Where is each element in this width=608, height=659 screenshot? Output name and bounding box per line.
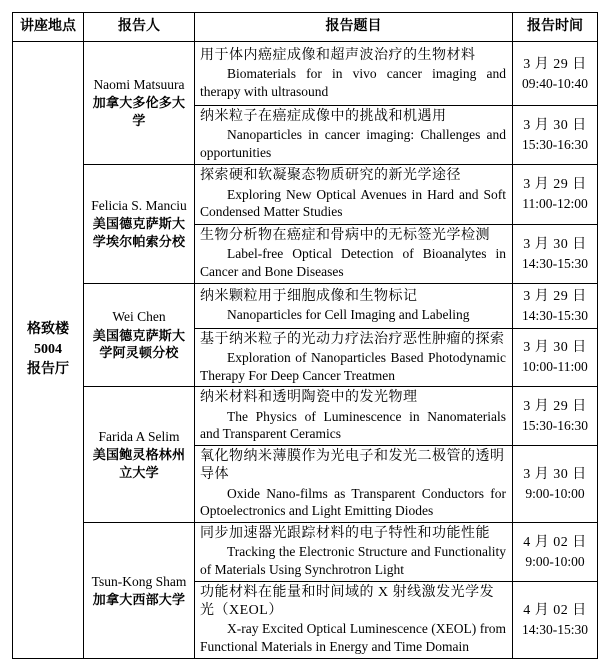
speaker-cell — [84, 42, 195, 165]
talk-title-zh: 纳米材料和透明陶瓷中的发光物理 — [200, 390, 418, 406]
talk-title-zh: 探索硬和软凝聚态物质研究的新光学途径 — [200, 168, 461, 184]
talk-date: 3 月 30 日 — [523, 117, 587, 133]
talk-title-en: Tracking the Electronic Structure and Functionality of Materials Using Synchrotron Light — [200, 544, 506, 578]
talk-time: 15:30-16:30 — [522, 418, 588, 434]
talk-time-cell — [513, 523, 598, 582]
talk-time-cell — [513, 283, 598, 328]
speaker-affiliation: 美国德克萨斯大学阿灵顿分校 — [92, 327, 186, 361]
talk-title-cell — [195, 581, 513, 658]
table-row — [13, 523, 598, 582]
table-row — [13, 283, 598, 328]
talk-time: 15:30-16:30 — [522, 136, 588, 152]
header-time: 报告时间 — [513, 13, 598, 42]
talk-title-zh: 功能材料在能量和时间域的 X 射线激发光学发光（XEOL） — [200, 584, 495, 619]
talk-title-en: Exploration of Nanoparticles Based Photodynamic Therapy For Deep Cancer Treatmen — [200, 349, 506, 383]
talk-time: 9:00-10:00 — [525, 554, 585, 570]
talk-time-cell — [513, 42, 598, 106]
talk-time-cell — [513, 224, 598, 283]
speaker-cell — [84, 523, 195, 659]
speaker-name: Tsun-Kong Sham — [91, 573, 187, 589]
talk-title-cell — [195, 106, 513, 165]
talk-date: 3 月 30 日 — [523, 467, 587, 483]
speaker-cell — [84, 283, 195, 387]
talk-title-cell — [195, 446, 513, 523]
speaker-cell — [84, 387, 195, 523]
table-row — [13, 164, 598, 224]
lecture-schedule-table — [12, 12, 598, 659]
talk-time: 09:40-10:40 — [522, 75, 588, 91]
location-hall: 报告厅 — [27, 362, 69, 378]
talk-title-cell — [195, 42, 513, 106]
talk-time: 9:00-10:00 — [525, 486, 585, 502]
talk-title-zh: 氧化物纳米薄膜作为光电子和发光二极管的透明导体 — [200, 449, 505, 483]
talk-title-en: Nanoparticles in cancer imaging: Challenges and opportunities — [200, 127, 506, 160]
talk-date: 4 月 02 日 — [523, 603, 587, 618]
talk-time-cell — [513, 106, 598, 165]
speaker-affiliation: 美国德克萨斯大学埃尔帕索分校 — [92, 216, 186, 249]
talk-date: 3 月 29 日 — [523, 56, 587, 72]
speaker-name: Farida A Selim — [98, 429, 180, 445]
speaker-affiliation: 美国鲍灵格林州立大学 — [92, 447, 186, 480]
speaker-affiliation: 加拿大多伦多大学 — [92, 95, 186, 129]
talk-title-zh: 基于纳米粒子的光动力疗法治疗恶性肿瘤的探索 — [200, 331, 505, 347]
speaker-cell — [84, 164, 195, 283]
header-speaker: 报告人 — [84, 13, 195, 42]
talk-date: 3 月 30 日 — [523, 340, 587, 356]
talk-title-en: X-ray Excited Optical Luminescence (XEOL) from Functional Materials in Energy and Time Domain — [200, 621, 506, 655]
speaker-name: Wei Chen — [112, 309, 166, 325]
talk-title-cell — [195, 283, 513, 328]
talk-time-cell — [513, 328, 598, 387]
talk-date: 3 月 29 日 — [523, 177, 587, 193]
table-row — [13, 42, 598, 106]
talk-time-cell — [513, 387, 598, 446]
table-header-row — [13, 13, 598, 42]
header-location: 讲座地点 — [13, 13, 84, 42]
location-room-number: 5004 — [34, 341, 62, 357]
speaker-affiliation: 加拿大西部大学 — [92, 591, 186, 607]
talk-time-cell — [513, 164, 598, 224]
speaker-name: Naomi Matsuura — [93, 77, 185, 93]
location-cell — [13, 42, 84, 659]
location-building: 格致楼 — [27, 321, 69, 337]
talk-title-zh: 用于体内癌症成像和超声波治疗的生物材料 — [200, 47, 476, 63]
talk-date: 3 月 30 日 — [523, 236, 587, 252]
talk-title-cell — [195, 224, 513, 283]
talk-time-cell — [513, 581, 598, 658]
talk-date: 3 月 29 日 — [523, 288, 587, 304]
header-title: 报告题目 — [195, 13, 513, 42]
talk-time-cell — [513, 446, 598, 523]
talk-time: 14:30-15:30 — [522, 622, 588, 637]
talk-time: 14:30-15:30 — [522, 307, 588, 323]
talk-title-cell — [195, 387, 513, 446]
talk-time: 10:00-11:00 — [522, 359, 588, 375]
talk-title-en: Exploring New Optical Avenues in Hard and Soft Condensed Matter Studies — [200, 186, 506, 220]
talk-title-en: Biomaterials for in vivo cancer imaging and therapy with ultrasound — [200, 65, 506, 99]
talk-title-en: Label-free Optical Detection of Bioanalytes in Cancer and Bone Diseases — [200, 246, 506, 279]
talk-title-cell — [195, 328, 513, 387]
table-row — [13, 387, 598, 446]
talk-title-en: Nanoparticles for Cell Imaging and Labeling — [227, 306, 470, 322]
talk-title-en: The Physics of Luminescence in Nanomaterials and Transparent Ceramics — [200, 408, 506, 442]
talk-title-zh: 生物分析物在癌症和骨病中的无标签光学检测 — [200, 227, 490, 243]
talk-time: 11:00-12:00 — [522, 196, 588, 212]
talk-title-zh: 纳米粒子在癌症成像中的挑战和机遇用 — [200, 109, 447, 124]
talk-title-en: Oxide Nano-films as Transparent Conductors for Optoelectronics and Light Emitting Diodes — [200, 485, 506, 519]
talk-title-cell — [195, 523, 513, 582]
talk-title-zh: 纳米颗粒用于细胞成像和生物标记 — [200, 288, 418, 304]
talk-date: 3 月 29 日 — [523, 399, 587, 415]
speaker-name: Felicia S. Manciu — [91, 198, 187, 214]
talk-time: 14:30-15:30 — [522, 255, 588, 271]
talk-date: 4 月 02 日 — [523, 535, 587, 551]
talk-title-cell — [195, 164, 513, 224]
talk-title-zh: 同步加速器光跟踪材料的电子特性和功能性能 — [200, 526, 490, 542]
